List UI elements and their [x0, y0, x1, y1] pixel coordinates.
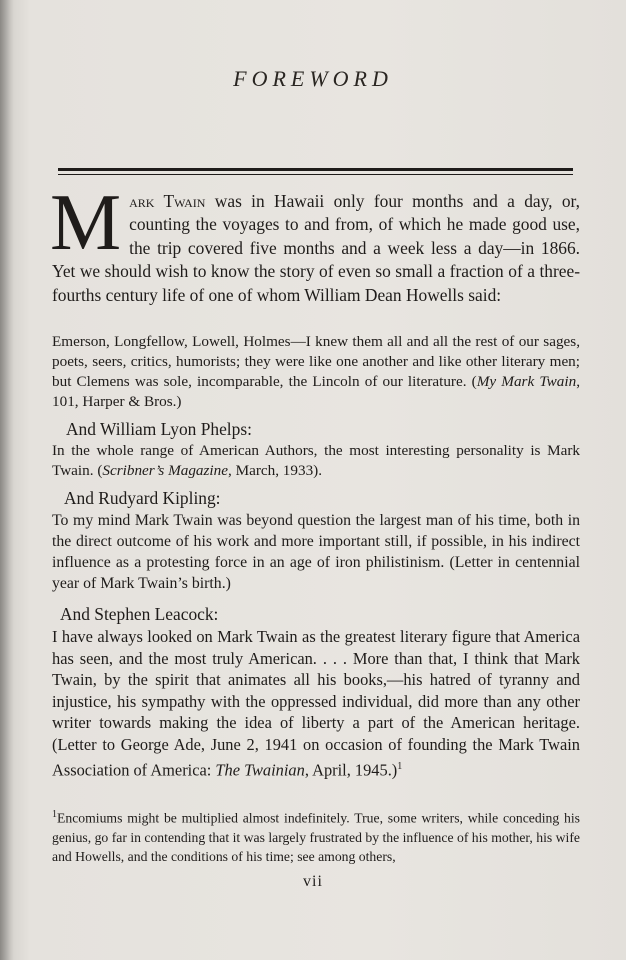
quote-text: In the whole range of American Authors, the most interesting personality is Mark Twain. — [52, 442, 580, 479]
cite-open: ( — [93, 462, 103, 479]
page-number: vii — [303, 873, 323, 890]
cite-rest: , 101, Harper & Bros.) — [52, 373, 580, 410]
title-rule-thin — [58, 174, 573, 175]
quote-leacock — [52, 603, 580, 781]
cite-title: The Twainian — [215, 760, 305, 780]
quote-intro: And Stephen Leacock: — [60, 604, 219, 624]
quote-phelps — [52, 418, 580, 481]
drop-cap: M — [50, 179, 122, 267]
footnote-number: 1 — [52, 809, 57, 820]
quote-intro: And Rudyard Kipling: — [64, 488, 221, 508]
opening-text: was in Hawaii only four months and a day, or, counting the voyages to and from, of which he made good use, the trip covered five months and a week less a day—in 1866. Yet we should wish to know the story of even so small a fraction of a three-fourths century life of one of whom William Dean Howells said: — [52, 191, 580, 305]
footnote-text: Encomiums might be multiplied almost indefinitely. True, some writers, while conceding his genius, go far in contending that it was largely frustrated by the influence of his mother, his wife and Howells, and the conditions of his time; see among others, — [52, 810, 580, 864]
cite-open: ( — [466, 373, 477, 390]
title-rule-thick — [58, 168, 573, 171]
opening-paragraph — [50, 179, 580, 307]
cite-title: Scribner’s Magazine — [102, 462, 228, 479]
footnote-marker: 1 — [397, 760, 403, 772]
quote-text: I have always looked on Mark Twain as the greatest literary figure that America has seen, and the most truly American. . . . More than that, I think that Mark Twain, by the spirit that animates all his books,—his hatred of tyranny and injustice, his sympathy with the oppressed individual, did more than any other writer towards making the idea of liberty a part of the American heritage. (Letter to George Ade, June 2, 1941 on occasion of founding the Mark Twain Association of America: — [52, 627, 580, 780]
page-title: FOREWORD — [233, 66, 393, 91]
quote-howells — [52, 332, 580, 412]
cite-rest: , April, 1945.) — [304, 760, 398, 780]
footnote — [52, 805, 580, 866]
quote-intro: And William Lyon Phelps: — [66, 419, 252, 439]
cite-title: My Mark Twain — [476, 373, 577, 390]
gutter-shadow — [0, 0, 14, 960]
quote-kipling — [52, 487, 580, 594]
quote-text: Emerson, Longfellow, Lowell, Holmes—I knew them all and all the rest of our sages, poets, seers, critics, humorists; they were like one another and like other literary men; but Clemens was sole, incomparable, the Lincoln of our literature. — [52, 333, 580, 390]
quote-text: To my mind Mark Twain was beyond question the largest man of his time, both in the direct outcome of his work and more important still, if possible, in his indirect influence as a protesting force in an age of iron philistinism. (Letter in centennial year of Mark Twain’s birth.) — [52, 512, 580, 592]
opening-lead: ark Twain — [129, 191, 206, 211]
cite-rest: , March, 1933). — [227, 462, 323, 479]
